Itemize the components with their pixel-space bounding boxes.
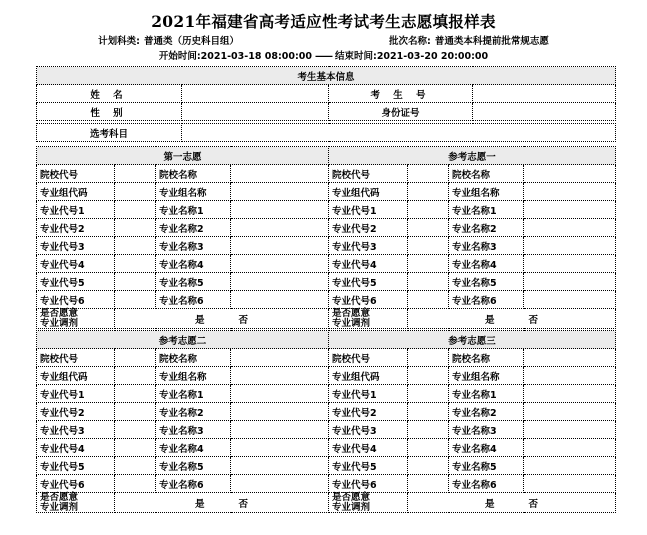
time-range-dash: —— xyxy=(315,51,332,62)
gender-label: 性 别 xyxy=(37,103,182,121)
b2-major-name-6-label: 专业名称6 xyxy=(449,291,524,309)
b4-school-name-label: 院校名称 xyxy=(449,349,524,367)
b2-group-code-label: 专业组代码 xyxy=(329,183,408,201)
b2-major-code-4-label: 专业代号4 xyxy=(329,255,408,273)
b2-major-code-4-field[interactable] xyxy=(408,255,449,273)
b4-major-code-4-label: 专业代号4 xyxy=(329,439,408,457)
subjects-label: 选考科目 xyxy=(37,124,182,142)
b2-major-code-6-field[interactable] xyxy=(408,291,449,309)
b1-major-name-5-label: 专业名称5 xyxy=(156,273,231,291)
id-no-field[interactable] xyxy=(473,103,616,121)
b4-major-name-4-label: 专业名称4 xyxy=(449,439,524,457)
b1-major-code-4-field[interactable] xyxy=(115,255,156,273)
b3-adjust-label xyxy=(37,493,115,513)
b1-major-name-6-field[interactable] xyxy=(231,291,329,309)
meta-row-time xyxy=(0,50,647,63)
b3-school-code-label: 院校代号 xyxy=(37,349,115,367)
b1-adjust-label-line2: 专业调剂 xyxy=(40,317,79,329)
b1-adjust-label-line1: 是否愿意 xyxy=(40,308,79,319)
b2-school-code-field[interactable] xyxy=(408,165,449,183)
b4-major-code-4-field[interactable] xyxy=(408,439,449,457)
volunteer-table-row-1 xyxy=(36,146,616,329)
b4-major-name-5-field[interactable] xyxy=(524,457,616,475)
table-row xyxy=(37,385,616,403)
table-row xyxy=(37,291,616,309)
b4-group-code-label: 专业组代码 xyxy=(329,367,408,385)
table-row xyxy=(37,103,616,121)
b2-major-name-5-label: 专业名称5 xyxy=(449,273,524,291)
b2-major-code-3-label: 专业代号3 xyxy=(329,237,408,255)
b3-school-name-label: 院校名称 xyxy=(156,349,231,367)
b3-major-code-4-field[interactable] xyxy=(115,439,156,457)
b3-adjust-choice[interactable] xyxy=(115,493,329,513)
b4-major-code-6-field[interactable] xyxy=(408,475,449,493)
b1-major-code-6-label: 专业代号6 xyxy=(37,291,115,309)
table-row xyxy=(37,367,616,385)
b2-adjust-choice[interactable] xyxy=(408,309,616,329)
b3-major-code-3-field[interactable] xyxy=(115,421,156,439)
b1-adjust-label xyxy=(37,309,115,329)
b4-major-name-6-field[interactable] xyxy=(524,475,616,493)
b1-major-name-3-field[interactable] xyxy=(231,237,329,255)
b4-group-name-label: 专业组名称 xyxy=(449,367,524,385)
basic-info-section-header: 考生基本信息 xyxy=(37,67,616,85)
b1-major-code-1-field[interactable] xyxy=(115,201,156,219)
b2-major-name-3-label: 专业名称3 xyxy=(449,237,524,255)
b2-major-name-2-label: 专业名称2 xyxy=(449,219,524,237)
b1-major-code-2-field[interactable] xyxy=(115,219,156,237)
b3-major-name-3-field[interactable] xyxy=(231,421,329,439)
exam-no-field[interactable] xyxy=(473,85,616,103)
b4-major-code-3-label: 专业代号3 xyxy=(329,421,408,439)
block-header-ref-three: 参考志愿三 xyxy=(329,331,616,349)
b2-major-name-6-field[interactable] xyxy=(524,291,616,309)
b1-school-code-field[interactable] xyxy=(115,165,156,183)
b1-major-name-5-field[interactable] xyxy=(231,273,329,291)
b4-adjust-choice[interactable] xyxy=(408,493,616,513)
gender-field[interactable] xyxy=(182,103,329,121)
table-row xyxy=(37,124,616,142)
b1-major-code-5-label: 专业代号5 xyxy=(37,273,115,291)
table-row xyxy=(37,403,616,421)
b4-major-code-3-field[interactable] xyxy=(408,421,449,439)
b2-major-name-5-field[interactable] xyxy=(524,273,616,291)
b3-school-code-field[interactable] xyxy=(115,349,156,367)
b1-major-code-3-field[interactable] xyxy=(115,237,156,255)
b4-major-name-5-label: 专业名称5 xyxy=(449,457,524,475)
b2-group-name-label: 专业组名称 xyxy=(449,183,524,201)
b2-adjust-label-line2: 专业调剂 xyxy=(332,317,371,329)
b3-major-name-3-label: 专业名称3 xyxy=(156,421,231,439)
b1-major-name-4-label: 专业名称4 xyxy=(156,255,231,273)
name-label: 姓 名 xyxy=(37,85,182,103)
b4-major-name-2-label: 专业名称2 xyxy=(449,403,524,421)
subjects-field[interactable] xyxy=(182,124,616,142)
b3-major-code-4-label: 专业代号4 xyxy=(37,439,115,457)
b1-group-code-field[interactable] xyxy=(115,183,156,201)
b2-major-code-5-label: 专业代号5 xyxy=(329,273,408,291)
b1-major-code-3-label: 专业代号3 xyxy=(37,237,115,255)
block-header-first-choice: 第一志愿 xyxy=(37,147,329,165)
b2-group-code-field[interactable] xyxy=(408,183,449,201)
b4-major-code-2-label: 专业代号2 xyxy=(329,403,408,421)
table-row xyxy=(37,219,616,237)
batch-name xyxy=(389,35,549,48)
b3-major-name-1-label: 专业名称1 xyxy=(156,385,231,403)
b4-school-name-field[interactable] xyxy=(524,349,616,367)
b4-major-name-6-label: 专业名称6 xyxy=(449,475,524,493)
b3-major-code-5-field[interactable] xyxy=(115,457,156,475)
b1-major-code-5-field[interactable] xyxy=(115,273,156,291)
b3-major-code-6-label: 专业代号6 xyxy=(37,475,115,493)
table-row xyxy=(37,457,616,475)
b2-major-name-1-field[interactable] xyxy=(524,201,616,219)
b2-adjust-yes[interactable]: 是 xyxy=(485,314,495,326)
table-row xyxy=(37,309,616,329)
b1-major-name-2-field[interactable] xyxy=(231,219,329,237)
table-row xyxy=(37,237,616,255)
plan-category-label: 计划科类: xyxy=(98,36,140,47)
b2-major-code-2-label: 专业代号2 xyxy=(329,219,408,237)
b3-major-name-6-label: 专业名称6 xyxy=(156,475,231,493)
b4-major-name-3-label: 专业名称3 xyxy=(449,421,524,439)
b3-major-name-5-field[interactable] xyxy=(231,457,329,475)
page-title: 2021年福建省高考适应性考试考生志愿填报样表 xyxy=(151,12,496,31)
b2-major-code-1-field[interactable] xyxy=(408,201,449,219)
table-row xyxy=(37,475,616,493)
b4-group-code-field[interactable] xyxy=(408,367,449,385)
block-header-ref-two: 参考志愿二 xyxy=(37,331,329,349)
b1-major-name-2-label: 专业名称2 xyxy=(156,219,231,237)
b3-adjust-label-line1: 是否愿意 xyxy=(40,492,79,503)
b1-school-name-field[interactable] xyxy=(231,165,329,183)
b4-major-name-2-field[interactable] xyxy=(524,403,616,421)
block-header-ref-one: 参考志愿一 xyxy=(329,147,616,165)
b1-school-code-label: 院校代号 xyxy=(37,165,115,183)
table-row xyxy=(37,183,616,201)
b1-group-code-label: 专业组代码 xyxy=(37,183,115,201)
b4-adjust-label-line1: 是否愿意 xyxy=(332,492,371,503)
b3-major-code-2-label: 专业代号2 xyxy=(37,403,115,421)
b4-major-code-1-field[interactable] xyxy=(408,385,449,403)
b1-major-code-4-label: 专业代号4 xyxy=(37,255,115,273)
b4-school-code-field[interactable] xyxy=(408,349,449,367)
table-row xyxy=(37,147,616,165)
b2-adjust-label-line1: 是否愿意 xyxy=(332,308,371,319)
b4-major-name-4-field[interactable] xyxy=(524,439,616,457)
b4-adjust-yes[interactable]: 是 xyxy=(485,498,495,510)
b1-major-name-3-label: 专业名称3 xyxy=(156,237,231,255)
b3-major-name-6-field[interactable] xyxy=(231,475,329,493)
table-row xyxy=(37,421,616,439)
end-time-label: 结束时间: xyxy=(335,51,377,62)
b3-school-name-field[interactable] xyxy=(231,349,329,367)
b3-major-code-2-field[interactable] xyxy=(115,403,156,421)
b3-major-name-2-label: 专业名称2 xyxy=(156,403,231,421)
b2-major-code-2-field[interactable] xyxy=(408,219,449,237)
table-row xyxy=(37,493,616,513)
b2-major-name-4-label: 专业名称4 xyxy=(449,255,524,273)
b2-group-name-field[interactable] xyxy=(524,183,616,201)
b1-group-name-field[interactable] xyxy=(231,183,329,201)
b1-major-name-6-label: 专业名称6 xyxy=(156,291,231,309)
exam-no-label: 考 生 号 xyxy=(329,85,473,103)
b3-adjust-label-line2: 专业调剂 xyxy=(40,501,79,513)
b2-major-code-1-label: 专业代号1 xyxy=(329,201,408,219)
b1-adjust-yes[interactable]: 是 xyxy=(194,314,205,326)
b3-major-name-1-field[interactable] xyxy=(231,385,329,403)
b1-school-name-label: 院校名称 xyxy=(156,165,231,183)
b3-adjust-no[interactable]: 否 xyxy=(238,498,249,510)
b4-major-code-2-field[interactable] xyxy=(408,403,449,421)
table-row xyxy=(37,165,616,183)
b1-major-name-4-field[interactable] xyxy=(231,255,329,273)
table-row xyxy=(37,331,616,349)
b4-major-code-5-label: 专业代号5 xyxy=(329,457,408,475)
b4-adjust-label xyxy=(329,493,408,513)
meta-row-plan-batch xyxy=(0,35,647,48)
b4-major-name-3-field[interactable] xyxy=(524,421,616,439)
b1-major-name-1-label: 专业名称1 xyxy=(156,201,231,219)
b4-major-code-5-field[interactable] xyxy=(408,457,449,475)
b2-adjust-label xyxy=(329,309,408,329)
b4-major-code-6-label: 专业代号6 xyxy=(329,475,408,493)
b1-group-name-label: 专业组名称 xyxy=(156,183,231,201)
table-row xyxy=(37,85,616,103)
b1-major-code-6-field[interactable] xyxy=(115,291,156,309)
name-field[interactable] xyxy=(182,85,329,103)
b2-school-name-field[interactable] xyxy=(524,165,616,183)
batch-name-label: 批次名称: xyxy=(389,36,431,47)
b2-school-name-label: 院校名称 xyxy=(449,165,524,183)
b1-major-code-1-label: 专业代号1 xyxy=(37,201,115,219)
b2-major-name-1-label: 专业名称1 xyxy=(449,201,524,219)
b3-group-code-field[interactable] xyxy=(115,367,156,385)
b1-adjust-no[interactable]: 否 xyxy=(238,314,249,326)
basic-info-table xyxy=(36,66,616,142)
b1-major-code-2-label: 专业代号2 xyxy=(37,219,115,237)
b3-major-name-2-field[interactable] xyxy=(231,403,329,421)
b2-major-code-5-field[interactable] xyxy=(408,273,449,291)
b2-major-name-2-field[interactable] xyxy=(524,219,616,237)
table-row xyxy=(37,201,616,219)
batch-name-value: 普通类本科提前批常规志愿 xyxy=(434,36,549,47)
b3-adjust-yes[interactable]: 是 xyxy=(194,498,205,510)
b3-group-code-label: 专业组代码 xyxy=(37,367,115,385)
id-no-label: 身份证号 xyxy=(329,103,473,121)
table-row xyxy=(37,67,616,85)
b1-major-name-1-field[interactable] xyxy=(231,201,329,219)
b3-major-name-4-field[interactable] xyxy=(231,439,329,457)
table-row xyxy=(37,349,616,367)
b2-major-code-6-label: 专业代号6 xyxy=(329,291,408,309)
b1-adjust-choice[interactable] xyxy=(115,309,329,329)
b4-school-code-label: 院校代号 xyxy=(329,349,408,367)
table-row xyxy=(37,255,616,273)
b3-group-name-field[interactable] xyxy=(231,367,329,385)
b2-major-name-3-field[interactable] xyxy=(524,237,616,255)
b3-major-code-3-label: 专业代号3 xyxy=(37,421,115,439)
b4-adjust-no[interactable]: 否 xyxy=(528,498,539,510)
start-time-label: 开始时间: xyxy=(158,51,201,62)
plan-category xyxy=(98,35,239,48)
b3-major-name-5-label: 专业名称5 xyxy=(156,457,231,475)
b4-major-name-1-label: 专业名称1 xyxy=(449,385,524,403)
volunteer-table-row-2 xyxy=(36,330,616,513)
start-time-value: 2021-03-18 08:00:00 xyxy=(200,51,312,62)
table-row xyxy=(37,273,616,291)
end-time-value: 2021-03-20 20:00:00 xyxy=(376,51,489,62)
b2-school-code-label: 院校代号 xyxy=(329,165,408,183)
b2-adjust-no[interactable]: 否 xyxy=(528,314,539,326)
b3-group-name-label: 专业组名称 xyxy=(156,367,231,385)
form-table-wrapper xyxy=(36,66,615,513)
b2-major-code-3-field[interactable] xyxy=(408,237,449,255)
b3-major-name-4-label: 专业名称4 xyxy=(156,439,231,457)
b4-adjust-label-line2: 专业调剂 xyxy=(332,501,371,513)
b3-major-code-1-field[interactable] xyxy=(115,385,156,403)
b3-major-code-1-label: 专业代号1 xyxy=(37,385,115,403)
b4-group-name-field[interactable] xyxy=(524,367,616,385)
plan-category-value: 普通类（历史科目组） xyxy=(143,36,239,47)
b3-major-code-6-field[interactable] xyxy=(115,475,156,493)
b4-major-name-1-field[interactable] xyxy=(524,385,616,403)
b3-major-code-5-label: 专业代号5 xyxy=(37,457,115,475)
table-row xyxy=(37,439,616,457)
b2-major-name-4-field[interactable] xyxy=(524,255,616,273)
b4-major-code-1-label: 专业代号1 xyxy=(329,385,408,403)
